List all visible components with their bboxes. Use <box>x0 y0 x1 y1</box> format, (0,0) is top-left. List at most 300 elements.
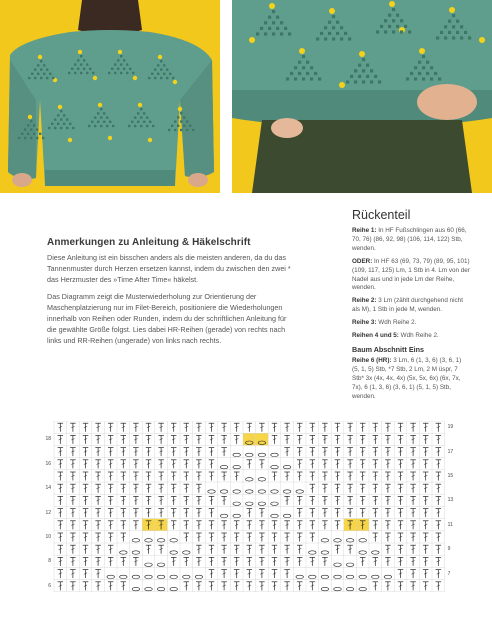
row-text: 3 Lm, 6 (1, 3, 6) (3, 6, 1) (5, 1, 5) Stb, *7 Stb, 2 Lm, 2 M üspr, 7 Stb* 3x (4x, 4x, 4x) (5x, 5x, 6x) (6x, 7x, 7x), 6 (1, 3, 6) (3, 6, 1) (5, 1, 5) Stb, wenden. <box>352 356 462 400</box>
mesh-hole <box>112 125 114 127</box>
mesh-hole <box>192 129 194 131</box>
mesh-hole <box>43 73 45 75</box>
mesh-hole <box>448 20 451 23</box>
sweater-detail-illustration <box>232 0 492 193</box>
chain-symbol <box>246 502 254 505</box>
mesh-hole <box>83 68 85 70</box>
row-2-instruction <box>352 297 470 315</box>
mesh-hole <box>460 36 463 39</box>
chain-symbol <box>120 551 128 554</box>
chain-symbol <box>220 465 228 468</box>
mesh-hole <box>37 73 39 75</box>
chain-symbol <box>321 587 329 590</box>
mesh-hole <box>140 116 142 118</box>
mesh-hole <box>396 25 399 28</box>
mesh-hole <box>354 69 357 72</box>
mesh-hole <box>400 19 403 22</box>
mesh-hole <box>123 59 125 61</box>
mesh-hole <box>117 59 119 61</box>
chain-symbol <box>283 465 291 468</box>
chain-symbol <box>296 575 304 578</box>
yellow-bobble <box>38 55 42 59</box>
mesh-hole <box>27 124 29 126</box>
mesh-hole <box>146 116 148 118</box>
mesh-hole <box>378 80 381 83</box>
chain-symbol <box>258 453 266 456</box>
chain-symbol <box>183 551 191 554</box>
mesh-hole <box>160 68 162 70</box>
mesh-hole <box>438 77 441 80</box>
row-label: Reihe 1: <box>352 227 377 234</box>
yellow-bobble <box>339 82 345 88</box>
mesh-hole <box>46 77 48 79</box>
mesh-hole <box>288 32 291 35</box>
mesh-hole <box>148 77 150 79</box>
mesh-hole <box>310 66 313 69</box>
mesh-hole <box>134 116 136 118</box>
chain-symbol <box>220 514 228 517</box>
row-text: Wdh Reihe 2. <box>376 319 417 327</box>
mesh-hole <box>163 73 165 75</box>
mesh-hole <box>183 125 185 127</box>
mesh-hole <box>80 63 82 65</box>
yellow-bobble <box>359 51 365 57</box>
mesh-hole <box>324 37 327 40</box>
mesh-hole <box>48 127 50 129</box>
mesh-hole <box>384 19 387 22</box>
chain-symbol <box>359 587 367 590</box>
mesh-hole <box>34 77 36 79</box>
mesh-hole <box>120 63 122 65</box>
mesh-hole <box>60 110 62 112</box>
mesh-hole <box>430 77 433 80</box>
mesh-hole <box>154 68 156 70</box>
mesh-hole <box>134 125 136 127</box>
mesh-hole <box>332 15 335 18</box>
mesh-hole <box>370 80 373 83</box>
row-number: 17 <box>447 448 454 455</box>
mesh-hole <box>358 64 361 67</box>
mesh-hole <box>51 123 53 125</box>
mesh-hole <box>183 116 185 118</box>
yellow-bobble <box>269 3 275 9</box>
mesh-hole <box>66 127 68 129</box>
mesh-hole <box>340 37 343 40</box>
chain-symbol <box>296 490 304 493</box>
mesh-hole <box>354 80 357 83</box>
row-number: 18 <box>45 436 51 443</box>
row-1-instruction <box>352 227 470 254</box>
chain-symbol <box>258 478 266 481</box>
mesh-hole <box>320 32 323 35</box>
mesh-hole <box>163 64 165 66</box>
mesh-hole <box>40 77 42 79</box>
mesh-hole <box>49 73 51 75</box>
mesh-hole <box>264 32 267 35</box>
mesh-hole <box>157 73 159 75</box>
mesh-hole <box>336 32 339 35</box>
mesh-hole <box>264 21 267 24</box>
chain-symbol <box>258 502 266 505</box>
mesh-hole <box>132 72 134 74</box>
mesh-hole <box>302 66 305 69</box>
mesh-hole <box>18 137 20 139</box>
mesh-hole <box>34 68 36 70</box>
mesh-hole <box>120 55 122 57</box>
mesh-hole <box>83 59 85 61</box>
mesh-hole <box>314 72 317 75</box>
row-number: 12 <box>45 509 51 516</box>
row-4-5-instruction <box>352 332 470 341</box>
yellow-bobble <box>329 8 335 14</box>
sweater-back-illustration <box>0 0 220 193</box>
mesh-hole <box>272 32 275 35</box>
mesh-hole <box>140 125 142 127</box>
chain-symbol <box>283 514 291 517</box>
mesh-hole <box>186 129 188 131</box>
row-number: 14 <box>45 485 51 492</box>
chain-symbol <box>157 575 165 578</box>
mesh-hole <box>392 19 395 22</box>
mesh-hole <box>400 30 403 33</box>
mesh-hole <box>268 16 271 19</box>
chain-symbol <box>157 587 165 590</box>
chain-symbol <box>233 453 241 456</box>
mesh-hole <box>137 121 139 123</box>
mesh-hole <box>306 61 309 64</box>
mesh-hole <box>80 55 82 57</box>
row-number: 11 <box>447 521 453 528</box>
mesh-hole <box>169 73 171 75</box>
mesh-hole <box>106 125 108 127</box>
row-number: 16 <box>45 460 51 467</box>
mesh-hole <box>276 16 279 19</box>
chain-symbol <box>321 551 329 554</box>
mesh-hole <box>452 36 455 39</box>
row-label: Reihe 6 (HR): <box>352 356 392 364</box>
chain-symbol <box>157 539 165 542</box>
row-label: ODER: <box>352 257 373 265</box>
chain-symbol <box>233 514 241 517</box>
row-number: 6 <box>48 582 51 589</box>
mesh-hole <box>286 77 289 80</box>
chain-symbol <box>283 490 291 493</box>
mesh-hole <box>414 77 417 80</box>
mesh-hole <box>74 72 76 74</box>
chain-symbol <box>271 502 279 505</box>
mesh-hole <box>46 68 48 70</box>
mesh-hole <box>131 121 133 123</box>
mesh-hole <box>63 123 65 125</box>
mesh-hole <box>36 137 38 139</box>
yellow-bobble <box>158 55 162 59</box>
chain-symbol <box>107 575 115 578</box>
mesh-hole <box>260 27 263 30</box>
mesh-hole <box>100 108 102 110</box>
mesh-hole <box>80 72 82 74</box>
mesh-hole <box>91 121 93 123</box>
mesh-hole <box>310 77 313 80</box>
chain-symbol <box>208 490 216 493</box>
mesh-hole <box>422 77 425 80</box>
mesh-hole <box>180 129 182 131</box>
photo-detail-view <box>232 0 492 193</box>
chain-symbol <box>132 551 140 554</box>
mesh-hole <box>276 27 279 30</box>
mesh-hole <box>74 63 76 65</box>
back-title: Rückenteil <box>352 208 411 222</box>
mesh-hole <box>171 125 173 127</box>
mesh-hole <box>366 75 369 78</box>
chain-symbol <box>334 539 342 542</box>
notes-paragraph-2: Das Diagramm zeigt die Musterwiederholung zur Orientierung der Maschenplatzierung nur im Filet-Bereich, positioniere die Wiederholungen innerhalb von Reihen oder Runden, indem du der schriftlichen Anleitung für die gewählte Größe folgst. Lies dabei HR-Reihen (gerade) von rechts nach links und RR-Reihen (ungerade) von links nach rechts. <box>47 292 287 345</box>
mesh-hole <box>28 77 30 79</box>
mesh-hole <box>129 68 131 70</box>
chain-symbol <box>346 563 354 566</box>
mesh-hole <box>408 30 411 33</box>
yellow-bobble <box>173 80 177 84</box>
mesh-hole <box>106 116 108 118</box>
mesh-hole <box>340 26 343 29</box>
mesh-hole <box>290 72 293 75</box>
mesh-hole <box>30 137 32 139</box>
chain-symbol <box>384 575 392 578</box>
mesh-hole <box>126 63 128 65</box>
mesh-hole <box>123 68 125 70</box>
yellow-bobble <box>148 138 152 142</box>
mesh-hole <box>298 72 301 75</box>
chain-symbol <box>120 575 128 578</box>
mesh-hole <box>452 14 455 17</box>
section-title: Baum Abschnitt Eins <box>352 344 425 354</box>
mesh-hole <box>146 125 148 127</box>
mesh-hole <box>174 129 176 131</box>
chain-symbol <box>346 575 354 578</box>
mesh-hole <box>42 137 44 139</box>
mesh-hole <box>362 58 365 61</box>
mesh-hole <box>186 120 188 122</box>
notes-paragraph-1: Diese Anleitung ist ein bisschen anders als die meisten anderen, da du das Tannenmuster durch Herzen ersetzen kannst, indem du zwischen den zwei * das Herzmuster des »Time After Time« häkelst. <box>47 253 291 284</box>
mesh-hole <box>460 25 463 28</box>
mesh-hole <box>328 21 331 24</box>
row-number: 8 <box>48 558 51 565</box>
crochet-chart <box>40 421 460 599</box>
row-text: 3 Lm (zählt durchgehend nicht als M), 1 Stb in jede M, wenden. <box>352 297 463 314</box>
row-label: Reihe 3: <box>352 319 377 327</box>
mesh-hole <box>404 25 407 28</box>
row-number: 19 <box>447 424 454 431</box>
mesh-hole <box>54 118 56 120</box>
chain-symbol <box>132 539 140 542</box>
mesh-hole <box>272 10 275 13</box>
mesh-hole <box>72 127 74 129</box>
chain-symbol <box>132 575 140 578</box>
mesh-hole <box>180 120 182 122</box>
mesh-hole <box>172 77 174 79</box>
mesh-hole <box>77 68 79 70</box>
mesh-hole <box>418 72 421 75</box>
mesh-hole <box>111 68 113 70</box>
mesh-hole <box>114 63 116 65</box>
chain-symbol <box>334 575 342 578</box>
mesh-hole <box>143 121 145 123</box>
mesh-hole <box>328 32 331 35</box>
mesh-hole <box>68 72 70 74</box>
chain-symbol <box>271 465 279 468</box>
row-text: In HF Fußschlingen aus 60 (66, 70, 76) (86, 92, 98) (106, 114, 122) Stb, wenden. <box>352 227 467 252</box>
row-text: In HF 63 (69, 73, 79) (89, 95, 101) (109, 117, 125) Lm, 1 Stb in 4. Lm von der Nadel aus und in jede Lm der Reihe, wenden. <box>352 257 470 292</box>
chain-symbol <box>145 575 153 578</box>
yellow-bobble <box>299 48 305 54</box>
or-instruction <box>352 258 470 294</box>
chain-symbol <box>157 563 165 566</box>
row-number: 13 <box>447 497 454 504</box>
mesh-hole <box>189 125 191 127</box>
chain-symbol <box>321 539 329 542</box>
chain-symbol <box>359 539 367 542</box>
mesh-hole <box>306 72 309 75</box>
row-label: Reihe 2: <box>352 297 377 305</box>
chain-symbol <box>233 465 241 468</box>
mesh-hole <box>344 32 347 35</box>
mesh-hole <box>160 77 162 79</box>
mesh-hole <box>392 8 395 11</box>
mesh-hole <box>388 25 391 28</box>
mesh-hole <box>426 72 429 75</box>
mesh-hole <box>180 112 182 114</box>
mesh-hole <box>256 32 259 35</box>
mesh-hole <box>166 77 168 79</box>
mesh-hole <box>120 72 122 74</box>
mesh-hole <box>36 128 38 130</box>
yellow-bobble <box>78 50 82 54</box>
mesh-hole <box>128 125 130 127</box>
row-6-instruction <box>352 357 470 402</box>
mesh-hole <box>177 125 179 127</box>
mesh-hole <box>60 127 62 129</box>
mesh-hole <box>324 26 327 29</box>
row-number: 9 <box>447 546 451 553</box>
yellow-bobble <box>133 76 137 80</box>
yellow-bobble <box>118 50 122 54</box>
mesh-hole <box>152 125 154 127</box>
chain-symbol <box>132 587 140 590</box>
chain-symbol <box>145 563 153 566</box>
mesh-hole <box>468 36 471 39</box>
mesh-hole <box>268 27 271 30</box>
highlight-cell <box>243 433 256 445</box>
mesh-hole <box>456 31 459 34</box>
chain-symbol <box>321 575 329 578</box>
yellow-bobble <box>419 48 425 54</box>
chain-symbol <box>170 575 178 578</box>
yellow-bobble <box>479 37 485 43</box>
mesh-hole <box>21 133 23 135</box>
mesh-hole <box>422 66 425 69</box>
mesh-hole <box>362 69 365 72</box>
mesh-hole <box>332 37 335 40</box>
mesh-hole <box>346 80 349 83</box>
mesh-hole <box>430 66 433 69</box>
mesh-hole <box>318 77 321 80</box>
mesh-hole <box>97 121 99 123</box>
mesh-hole <box>374 75 377 78</box>
mesh-hole <box>284 27 287 30</box>
mesh-hole <box>350 75 353 78</box>
mesh-hole <box>448 31 451 34</box>
mesh-hole <box>94 116 96 118</box>
mesh-hole <box>166 68 168 70</box>
mesh-hole <box>348 37 351 40</box>
mesh-hole <box>280 21 283 24</box>
mesh-hole <box>380 25 383 28</box>
chain-symbol <box>271 490 279 493</box>
chain-symbol <box>309 551 317 554</box>
mesh-hole <box>316 37 319 40</box>
mesh-hole <box>60 118 62 120</box>
mesh-hole <box>436 36 439 39</box>
yellow-bobble <box>108 136 112 140</box>
crochet-chart-grid <box>40 421 460 599</box>
row-label: Reihen 4 und 5: <box>352 332 399 340</box>
yellow-bobble <box>178 107 182 111</box>
mesh-hole <box>384 30 387 33</box>
mesh-hole <box>24 137 26 139</box>
row-3-instruction <box>352 319 470 328</box>
mesh-hole <box>298 61 301 64</box>
chain-symbol <box>271 453 279 456</box>
mesh-hole <box>89 68 91 70</box>
mesh-hole <box>294 77 297 80</box>
mesh-hole <box>154 77 156 79</box>
chain-symbol <box>170 551 178 554</box>
mesh-hole <box>149 121 151 123</box>
mesh-hole <box>86 63 88 65</box>
mesh-hole <box>43 64 45 66</box>
mesh-hole <box>302 55 305 58</box>
chain-symbol <box>372 575 380 578</box>
yellow-bobble <box>58 105 62 109</box>
mesh-hole <box>444 25 447 28</box>
mesh-hole <box>117 68 119 70</box>
mesh-hole <box>108 72 110 74</box>
mesh-hole <box>140 108 142 110</box>
chain-symbol <box>145 587 153 590</box>
mesh-hole <box>396 14 399 17</box>
mesh-hole <box>57 114 59 116</box>
mesh-hole <box>280 32 283 35</box>
mesh-hole <box>294 66 297 69</box>
mesh-hole <box>103 112 105 114</box>
mesh-hole <box>157 64 159 66</box>
mesh-hole <box>103 121 105 123</box>
mesh-hole <box>24 128 26 130</box>
yellow-bobble <box>68 138 72 142</box>
mesh-hole <box>410 72 413 75</box>
mesh-hole <box>358 75 361 78</box>
mesh-hole <box>418 61 421 64</box>
mesh-hole <box>114 72 116 74</box>
mesh-hole <box>426 61 429 64</box>
chain-symbol <box>271 514 279 517</box>
mesh-hole <box>86 72 88 74</box>
mesh-hole <box>452 25 455 28</box>
mesh-hole <box>332 26 335 29</box>
notes-section <box>47 237 292 352</box>
chain-symbol <box>233 502 241 505</box>
mesh-hole <box>366 64 369 67</box>
chain-symbol <box>246 478 254 481</box>
